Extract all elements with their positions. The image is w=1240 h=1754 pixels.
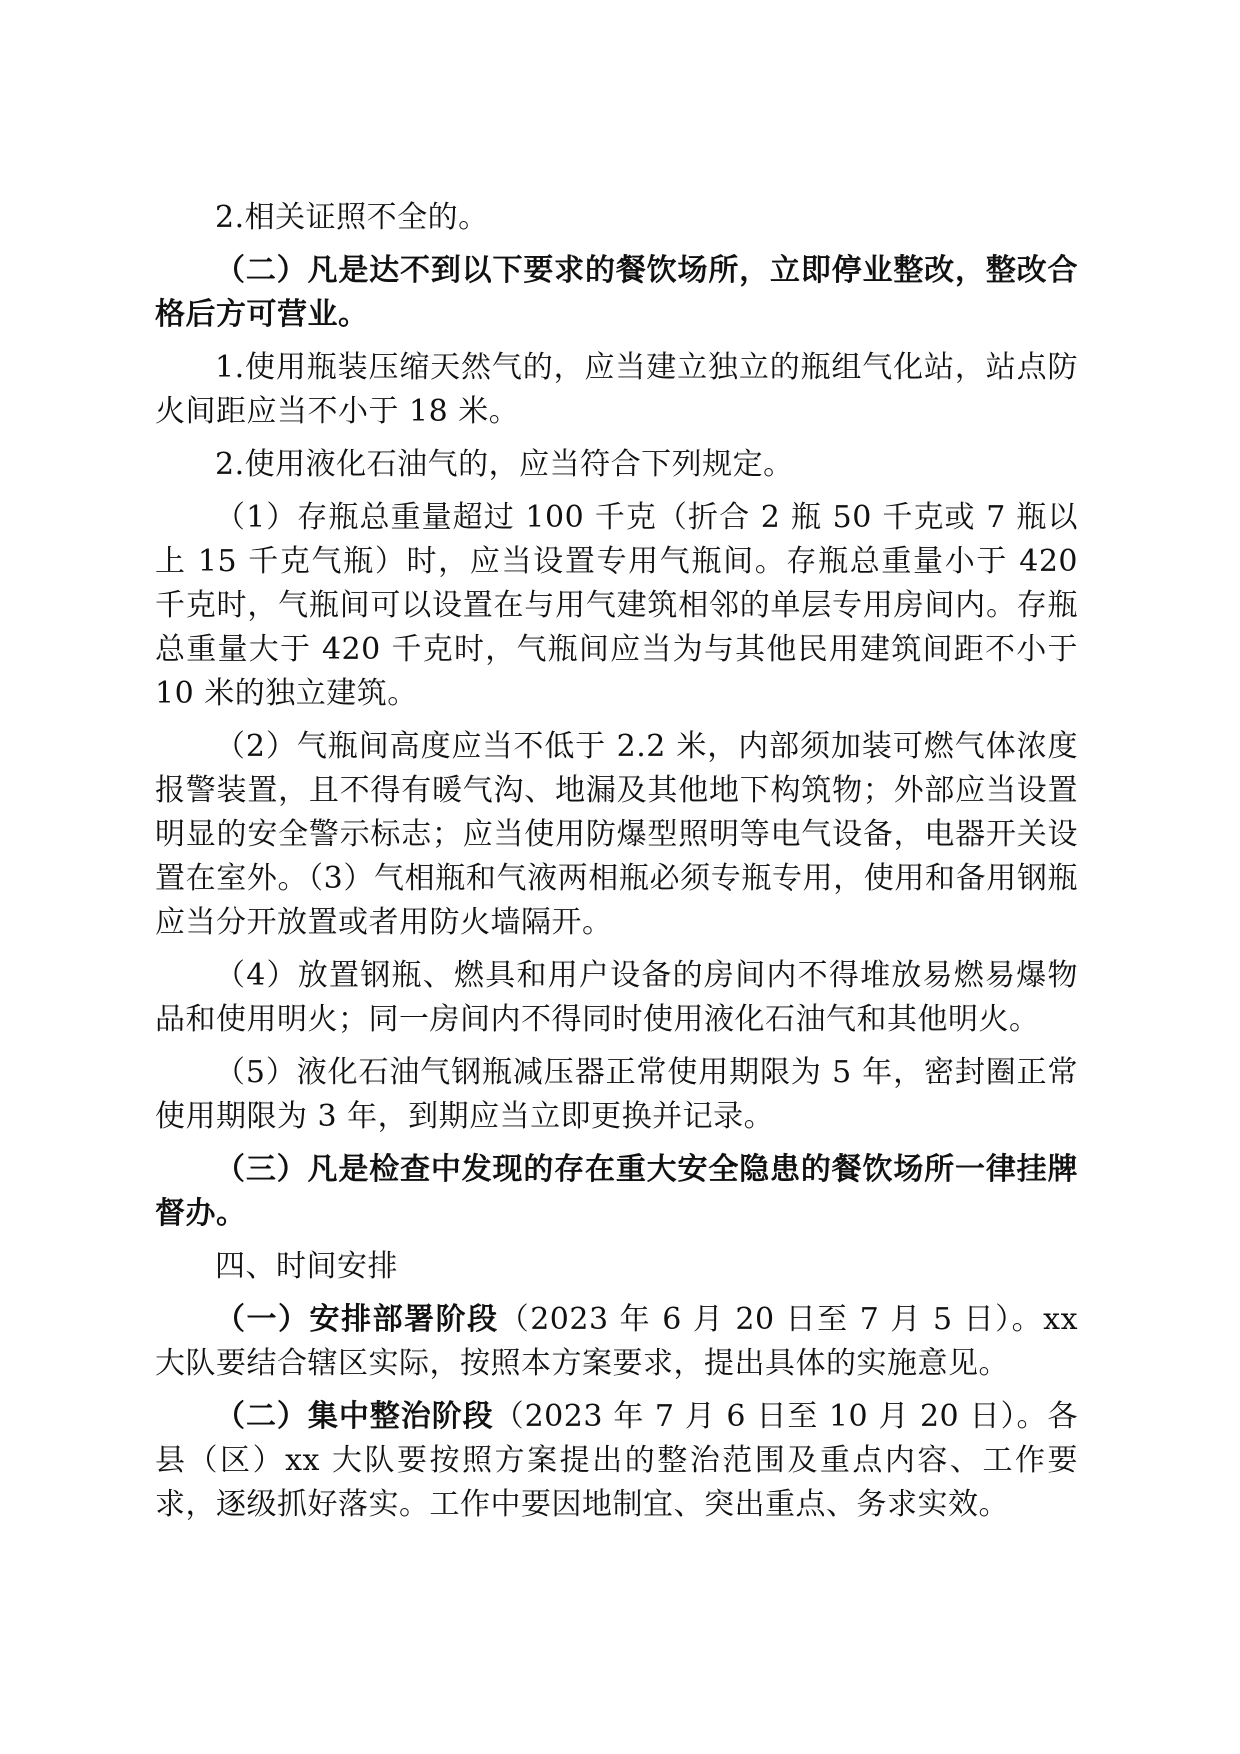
stage-2-text: （2023 年 7 月 6 日至 10 月 20 日）。各县（区）xx 大队要按照方案提出的整治范围及重点内容、工作要求，逐级抓好落实。工作中要因地制宜、突出重点、务求实效。 xyxy=(155,1399,1079,1522)
paragraph-lpg-rules: 2.使用液化石油气的，应当符合下列规定。 xyxy=(215,447,794,482)
paragraph-compressed-gas: 1.使用瓶装压缩天然气的，应当建立独立的瓶组气化站，站点防火间距应当不小于 18 米。 xyxy=(155,350,1078,429)
paragraph-rule-5: （5）液化石油气钢瓶减压器正常使用期限为 5 年，密封圈正常使用期限为 3 年，到期应当立即更换并记录。 xyxy=(155,1055,1078,1134)
document-page xyxy=(155,196,1078,1536)
paragraph-rectification-requirement: （二）凡是达不到以下要求的餐饮场所，立即停业整改，整改合格后方可营业。 xyxy=(155,253,1078,332)
paragraph-certificates: 2.相关证照不全的。 xyxy=(215,200,489,235)
paragraph-rule-4: （4）放置钢瓶、燃具和用户设备的房间内不得堆放易燃易爆物品和使用明火；同一房间内不得同时使用液化石油气和其他明火。 xyxy=(155,958,1078,1037)
stage-2-label: （二）集中整治阶段 xyxy=(215,1399,494,1434)
section-heading-schedule: 四、时间安排 xyxy=(215,1249,398,1284)
paragraph-stage-1 xyxy=(155,1298,1078,1386)
stage-1-label: （一）安排部署阶段 xyxy=(215,1302,499,1337)
paragraph-rule-1: （1）存瓶总重量超过 100 千克（折合 2 瓶 50 千克或 7 瓶以上 15 千克气瓶）时，应当设置专用气瓶间。存瓶总重量小于 420 千克时，气瓶间可以设置在与用气建筑相邻的单层专用房间内。存瓶总重量大于 420 千克时，气瓶间应当为与其他民用建筑间距不小于 10 米的独立建筑。 xyxy=(155,500,1078,711)
paragraph-rule-2-3: （2）气瓶间高度应当不低于 2.2 米，内部须加装可燃气体浓度报警装置，且不得有暖气沟、地漏及其他地下构筑物；外部应当设置明显的安全警示标志；应当使用防爆型照明等电气设备，电器开关设置在室外。（3）气相瓶和气液两相瓶必须专瓶专用，使用和备用钢瓶应当分开放置或者用防火墙隔开。 xyxy=(155,729,1078,940)
paragraph-stage-2 xyxy=(155,1395,1078,1527)
stage-1-text: （2023 年 6 月 20 日至 7 月 5 日）。xx 大队要结合辖区实际，按照本方案要求，提出具体的实施意见。 xyxy=(155,1302,1078,1381)
paragraph-supervision: （三）凡是检查中发现的存在重大安全隐患的餐饮场所一律挂牌督办。 xyxy=(155,1152,1078,1231)
